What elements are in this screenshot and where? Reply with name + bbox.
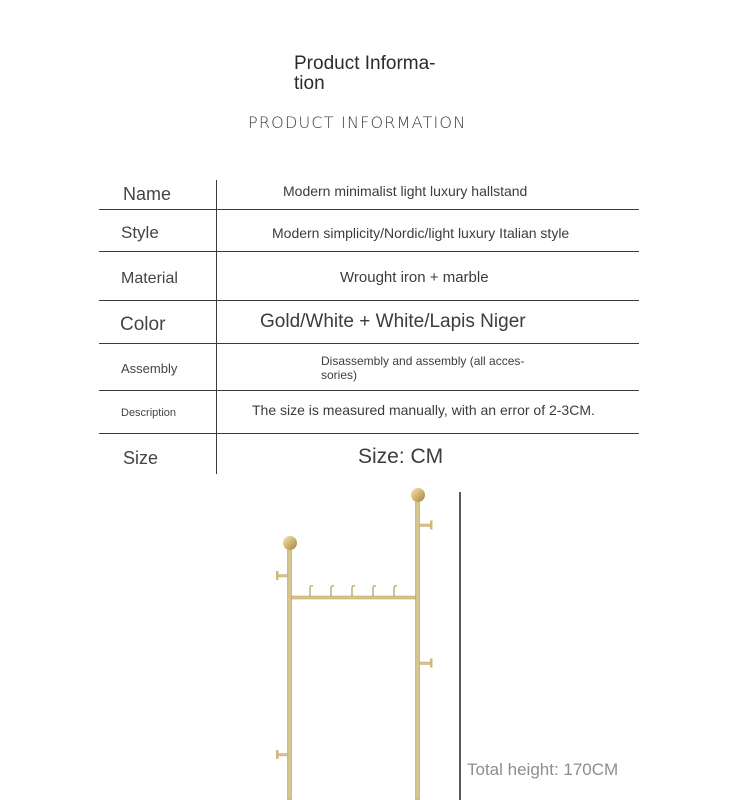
page-title-line-1: Product Informa- [294, 53, 436, 74]
crossbar-hook [352, 586, 355, 596]
row-label-assembly: Assembly [121, 361, 178, 376]
row-label-description: Description [121, 407, 177, 419]
row-value-material: Wrought iron + marble [340, 269, 489, 286]
right-pole-hook-lower [420, 659, 433, 668]
left-pole-hook-upper [276, 571, 288, 580]
row-value-description: The size is measured manually, with an error of 2-3CM. [252, 402, 595, 418]
row-value-style: Modern simplicity/Nordic/light luxury Italian style [272, 225, 570, 241]
row-value-size: Size: CM [358, 445, 444, 468]
left-pole [276, 536, 297, 800]
crossbar-hook [373, 586, 376, 596]
row-label-color: Color [120, 314, 166, 335]
crossbar-hook [394, 586, 397, 596]
page-title-line-2: tion [294, 73, 325, 94]
row-value-name: Modern minimalist light luxury hallstand [283, 183, 528, 199]
total-height-label: Total height: 170CM [467, 760, 619, 779]
crossbar [292, 586, 416, 599]
row-label-size: Size [123, 448, 159, 468]
row-label-material: Material [121, 270, 178, 287]
row-label-style: Style [121, 223, 159, 242]
left-pole-hook-lower [276, 750, 288, 759]
crossbar-hook [331, 586, 334, 596]
right-pole-ball [411, 488, 425, 502]
left-pole-ball [283, 536, 297, 550]
row-value-assembly-line-2: sories) [321, 368, 358, 382]
right-pole [411, 488, 433, 800]
page-subtitle: PRODUCT INFORMATION [248, 113, 467, 132]
row-value-assembly-line-1: Disassembly and assembly (all acces- [321, 354, 525, 368]
row-label-name: Name [123, 184, 172, 204]
crossbar-hook [310, 586, 313, 596]
row-value-color: Gold/White + White/Lapis Niger [260, 311, 526, 332]
right-pole-hook-upper [420, 521, 433, 530]
